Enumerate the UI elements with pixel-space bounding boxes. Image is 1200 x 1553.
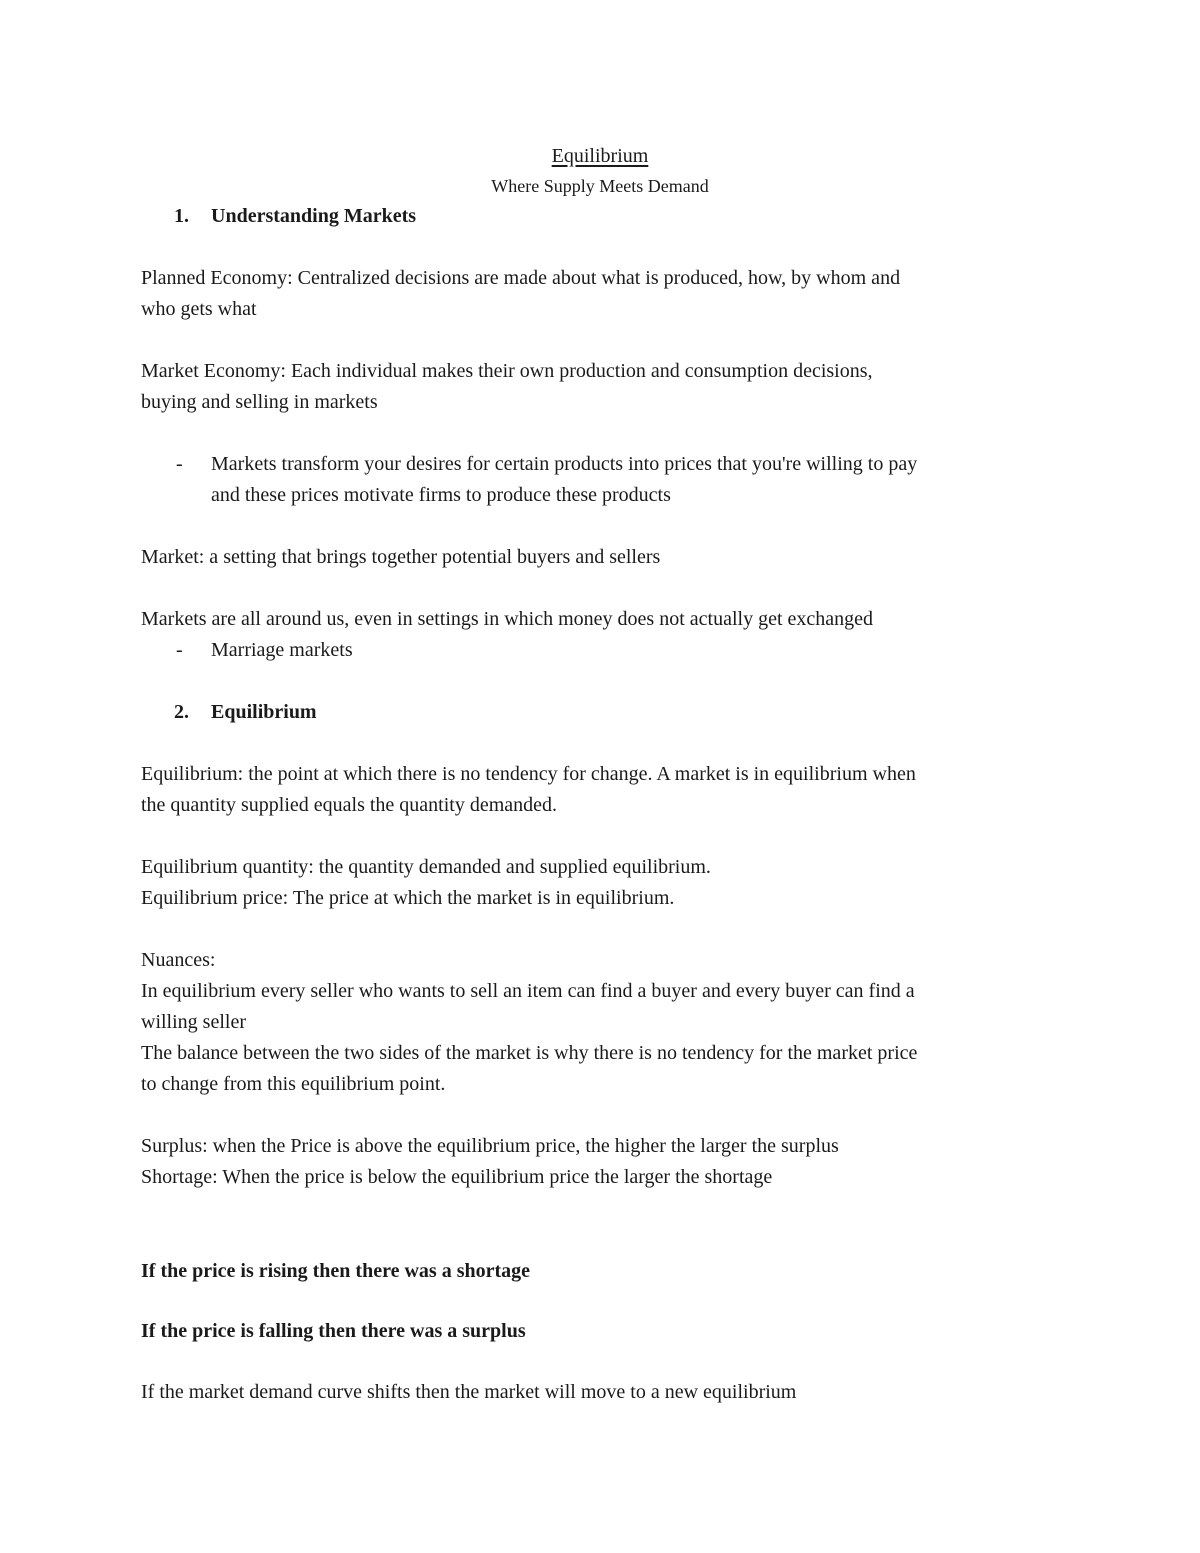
paragraph-surplus: Surplus: when the Price is above the equilibrium price, the higher the larger the surplus [141,1135,839,1157]
statement-price-rising: If the price is rising then there was a shortage [141,1260,531,1282]
bullet-line: and these prices motivate firms to produce these products [211,484,671,506]
paragraph-line: buying and selling in markets [141,391,378,413]
paragraph-line: In equilibrium every seller who wants to sell an item can find a buyer and every buyer can find a [141,980,915,1002]
section-title: Understanding Markets [211,205,417,227]
paragraph-line: who gets what [141,298,257,320]
bullet-line: Marriage markets [211,639,353,661]
statement-price-falling: If the price is falling then there was a surplus [141,1320,526,1342]
paragraph-line: Planned Economy: Centralized decisions are made about what is produced, how, by whom and [141,267,901,289]
paragraph-line: Equilibrium: the point at which there is no tendency for change. A market is in equilibrium when [141,763,916,785]
page-subtitle: Where Supply Meets Demand [491,176,709,196]
paragraph-market-definition: Market: a setting that brings together potential buyers and sellers [141,546,661,568]
paragraph-line: willing seller [141,1011,246,1033]
paragraph-shortage: Shortage: When the price is below the equilibrium price the larger the shortage [141,1166,773,1188]
section-title: Equilibrium [211,701,317,723]
paragraph-line: the quantity supplied equals the quantity demanded. [141,794,558,816]
page-title: Equilibrium [551,145,649,167]
paragraph-demand-shift: If the market demand curve shifts then the market will move to a new equilibrium [141,1381,797,1403]
paragraph-equilibrium-price: Equilibrium price: The price at which the market is in equilibrium. [141,887,675,909]
bullet-dash: - [176,639,183,661]
paragraph-line: to change from this equilibrium point. [141,1073,446,1095]
section-number: 2. [174,701,189,723]
bullet-dash: - [176,453,183,475]
bullet-line: Markets transform your desires for certain products into prices that you're willing to pay [211,453,918,475]
paragraph-line: Market Economy: Each individual makes their own production and consumption decisions, [141,360,873,382]
paragraph-equilibrium-quantity: Equilibrium quantity: the quantity demanded and supplied equilibrium. [141,856,711,878]
nuances-label: Nuances: [141,949,216,971]
paragraph-line: The balance between the two sides of the market is why there is no tendency for the market price [141,1042,918,1064]
section-number: 1. [174,205,189,227]
paragraph-markets-around-us: Markets are all around us, even in settings in which money does not actually get exchanged [141,608,874,630]
